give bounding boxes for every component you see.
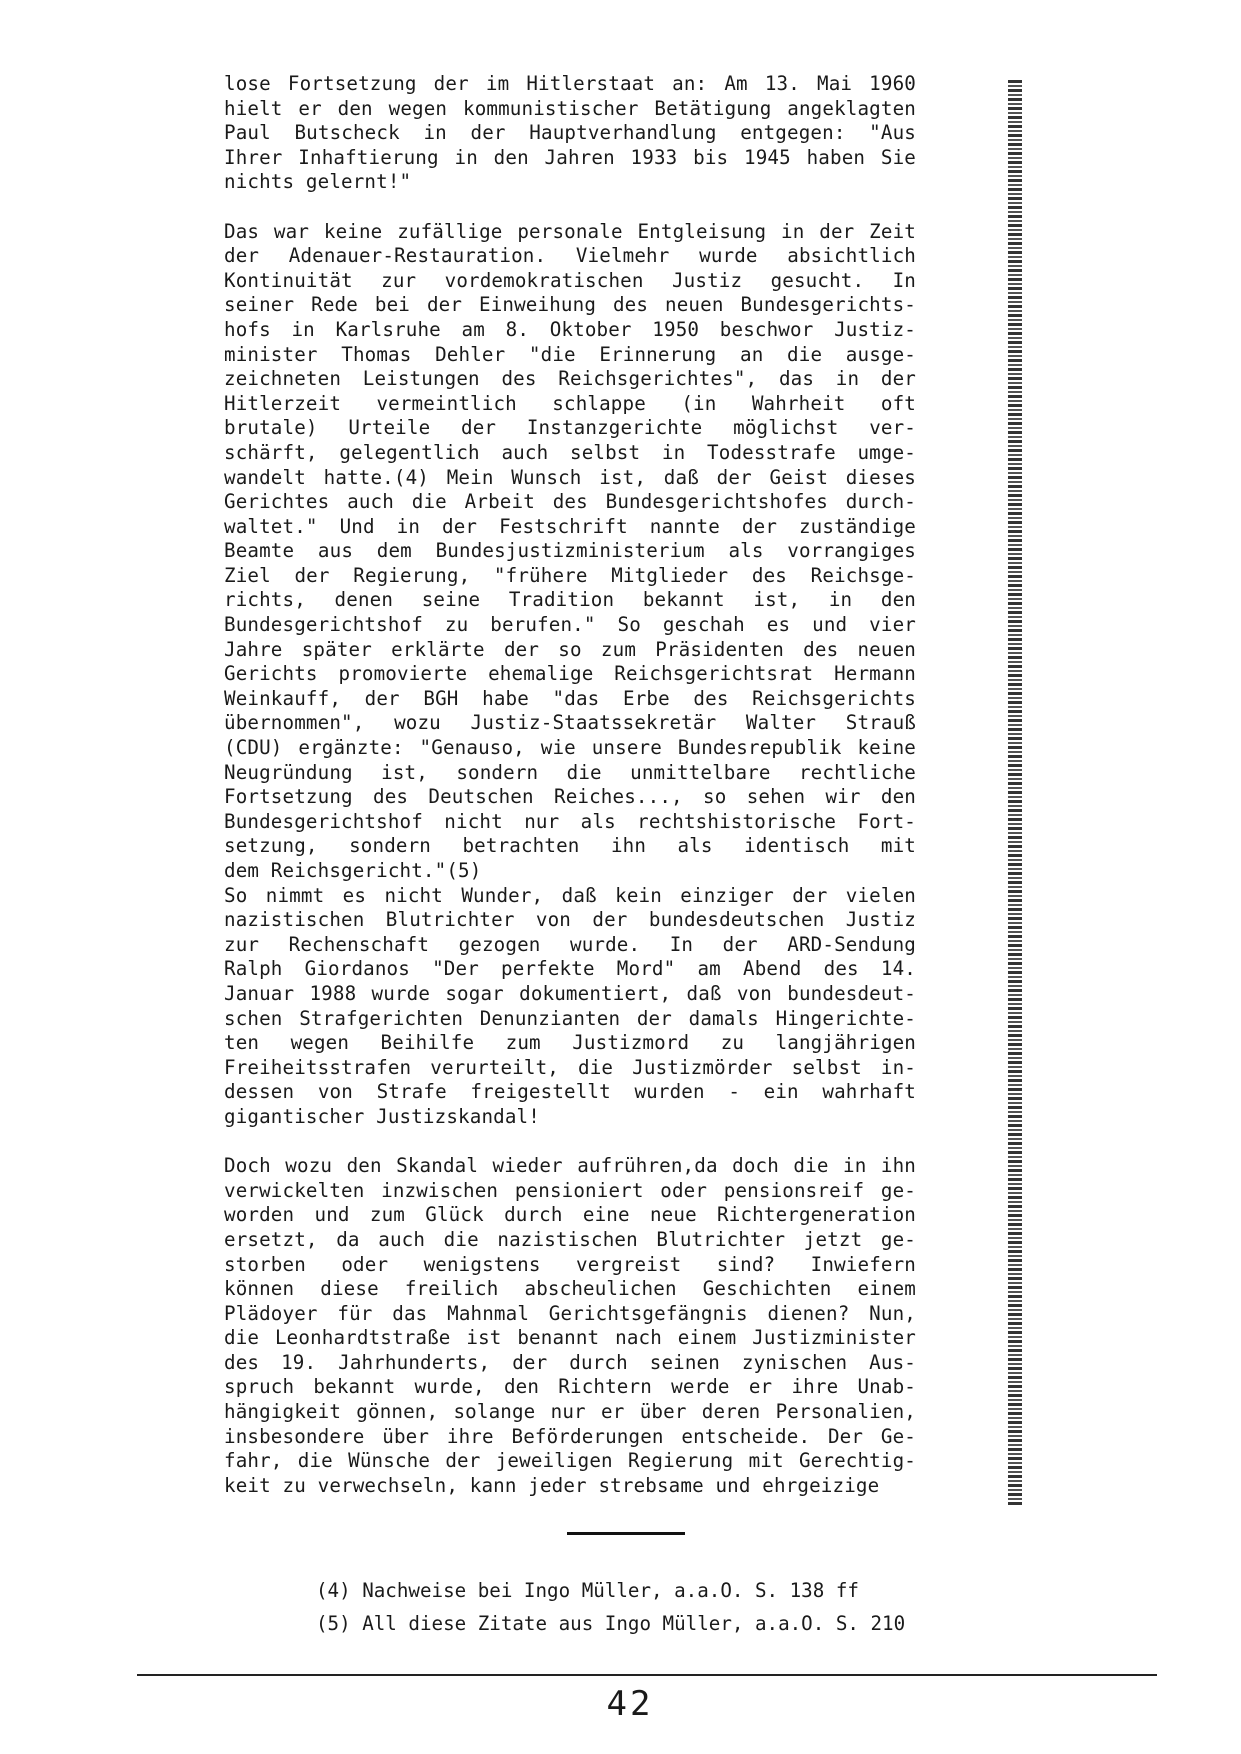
text-line: Hitlerzeit vermeintlich schlappe (in Wahrheit oft <box>224 391 916 415</box>
text-line: Doch wozu den Skandal wieder aufrühren,da doch die in ihn <box>224 1154 916 1178</box>
text-line: des 19. Jahrhunderts, der durch seinen zynischen Aus- <box>224 1350 916 1374</box>
text-line: Gerichtes auch die Arbeit des Bundesgerichtshofes durch- <box>224 490 916 514</box>
page-bottom-rule <box>137 1674 1157 1676</box>
text-line: ten wegen Beihilfe zum Justizmord zu langjährigen <box>224 1031 916 1055</box>
paragraph <box>224 72 916 195</box>
text-line: Jahre später erklärte der so zum Präsidenten des neuen <box>224 637 916 661</box>
text-line: schärft, gelegentlich auch selbst in Todesstrafe umge- <box>224 440 916 464</box>
text-line: zur Rechenschaft gezogen wurde. In der ARD-Sendung <box>224 932 916 956</box>
text-line: Plädoyer für das Mahnmal Gerichtsgefängnis dienen? Nun, <box>224 1301 916 1325</box>
text-line: storben oder wenigstens vergreist sind? Inwiefern <box>224 1252 916 1276</box>
text-line: verwickelten inzwischen pensioniert oder pensionsreif ge- <box>224 1178 916 1202</box>
text-line: So nimmt es nicht Wunder, daß kein einziger der vielen <box>224 883 916 907</box>
text-line: hängigkeit gönnen, solange nur er über deren Personalien, <box>224 1400 916 1424</box>
text-line: waltet." Und in der Festschrift nannte der zuständige <box>224 514 916 538</box>
page-number: 42 <box>606 1684 654 1724</box>
footnote-separator <box>567 1532 685 1535</box>
text-line: hofs in Karlsruhe am 8. Oktober 1950 beschwor Justiz- <box>224 317 916 341</box>
paragraph <box>224 1154 916 1498</box>
text-line: gigantischer Justizskandal! <box>224 1104 540 1128</box>
body-text <box>224 72 916 1498</box>
text-line: Ziel der Regierung, "frühere Mitglieder des Reichsge- <box>224 563 916 587</box>
paragraph <box>224 220 916 884</box>
text-line: die Leonhardtstraße ist benannt nach einem Justizminister <box>224 1326 916 1350</box>
text-line: hielt er den wegen kommunistischer Betätigung angeklagten <box>224 96 916 120</box>
text-line: der Adenauer-Restauration. Vielmehr wurde absichtlich <box>224 244 916 268</box>
text-line: schen Strafgerichten Denunzianten der damals Hingerichte- <box>224 1006 916 1030</box>
text-line: insbesondere über ihre Beförderungen entscheide. Der Ge- <box>224 1424 916 1448</box>
text-line: dessen von Strafe freigestellt wurden - ein wahrhaft <box>224 1080 916 1104</box>
text-line: Paul Butscheck in der Hauptverhandlung entgegen: "Aus <box>224 121 916 145</box>
paragraph <box>224 884 916 1130</box>
text-line: Fortsetzung des Deutschen Reiches..., so sehen wir den <box>224 785 916 809</box>
text-line: spruch bekannt wurde, den Richtern werde er ihre Unab- <box>224 1375 916 1399</box>
text-line: Freiheitsstrafen verurteilt, die Justizmörder selbst in- <box>224 1055 916 1079</box>
text-line: Beamte aus dem Bundesjustizministerium als vorrangiges <box>224 539 916 563</box>
text-line: setzung, sondern betrachten ihn als identisch mit <box>224 834 916 858</box>
text-line: Ralph Giordanos "Der perfekte Mord" am Abend des 14. <box>224 957 916 981</box>
text-line: Gerichts promovierte ehemalige Reichsgerichtsrat Hermann <box>224 662 916 686</box>
text-line: können diese freilich abscheulichen Geschichten einem <box>224 1277 916 1301</box>
text-line: worden und zum Glück durch eine neue Richtergeneration <box>224 1203 916 1227</box>
paragraph-gap <box>224 195 916 220</box>
text-line: (CDU) ergänzte: "Genauso, wie unsere Bundesrepublik keine <box>224 736 916 760</box>
text-line: übernommen", wozu Justiz-Staatssekretär Walter Strauß <box>224 711 916 735</box>
footnotes <box>316 1574 956 1640</box>
text-line: lose Fortsetzung der im Hitlerstaat an: Am 13. Mai 1960 <box>224 72 916 95</box>
footnote-5: (5) All diese Zitate aus Ingo Müller, a.a.O. S. 210 <box>316 1612 906 1635</box>
text-line: wandelt hatte.(4) Mein Wunsch ist, daß der Geist dieses <box>224 465 916 489</box>
text-line: Januar 1988 wurde sogar dokumentiert, daß von bundesdeut- <box>224 981 916 1005</box>
text-line: keit zu verwechseln, kann jeder strebsame und ehrgeizige <box>224 1473 880 1497</box>
text-line: Bundesgerichtshof nicht nur als rechtshistorische Fort- <box>224 809 916 833</box>
binding-edge <box>1008 80 1022 1505</box>
text-line: brutale) Urteile der Instanzgerichte möglichst ver- <box>224 416 916 440</box>
footnote-4: (4) Nachweise bei Ingo Müller, a.a.O. S. 138 ff <box>316 1579 859 1602</box>
text-line: minister Thomas Dehler "die Erinnerung an die ausge- <box>224 342 916 366</box>
text-line: Kontinuität zur vordemokratischen Justiz gesucht. In <box>224 268 916 292</box>
text-line: nazistischen Blutrichter von der bundesdeutschen Justiz <box>224 908 916 932</box>
text-line: fahr, die Wünsche der jeweiligen Regierung mit Gerechtig- <box>224 1449 916 1473</box>
text-line: Bundesgerichtshof zu berufen." So geschah es und vier <box>224 613 916 637</box>
text-line: Ihrer Inhaftierung in den Jahren 1933 bis 1945 haben Sie <box>224 145 916 169</box>
text-line: seiner Rede bei der Einweihung des neuen Bundesgerichts- <box>224 293 916 317</box>
paragraph-gap <box>224 1130 916 1155</box>
text-line: nichts gelernt!" <box>224 170 412 194</box>
text-line: Weinkauff, der BGH habe "das Erbe des Reichsgerichts <box>224 686 916 710</box>
text-line: richts, denen seine Tradition bekannt ist, in den <box>224 588 916 612</box>
text-line: ersetzt, da auch die nazistischen Blutrichter jetzt ge- <box>224 1227 916 1251</box>
text-line: zeichneten Leistungen des Reichsgerichtes", das in der <box>224 367 916 391</box>
text-line: Neugründung ist, sondern die unmittelbare rechtliche <box>224 760 916 784</box>
text-line: Das war keine zufällige personale Entgleisung in der Zeit <box>224 219 916 243</box>
text-line: dem Reichsgericht."(5) <box>224 859 482 882</box>
